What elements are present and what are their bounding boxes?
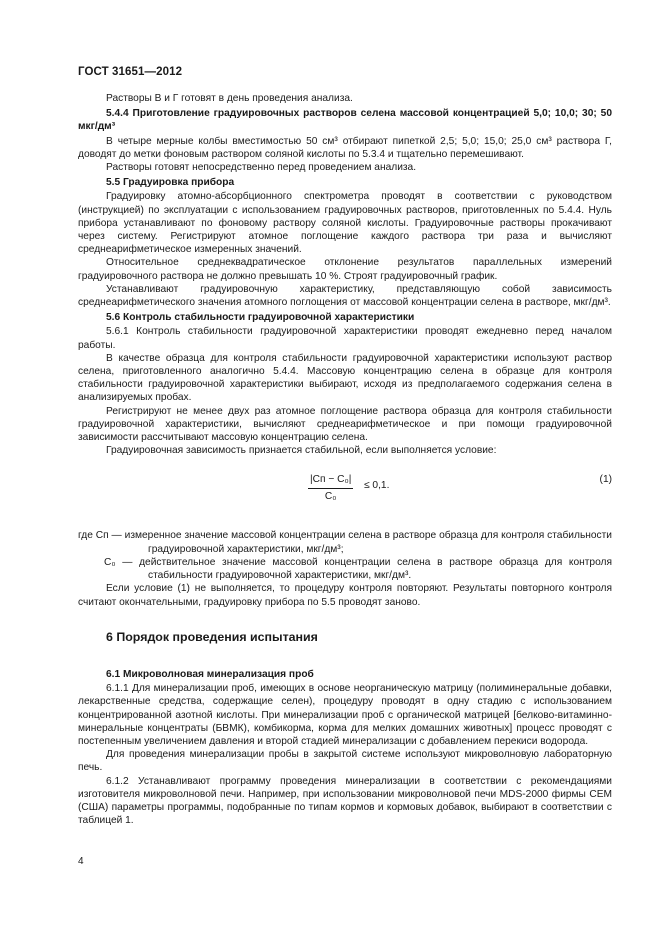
section-heading-5-4-4: 5.4.4 Приготовление градуировочных растворов селена массовой концентрацией 5,0; 10,0; 30; 50 мкг/дм³: [78, 108, 612, 133]
formula-1: [78, 473, 612, 515]
paragraph: Растворы готовят непосредственно перед проведением анализа.: [106, 162, 417, 174]
paragraph: Относительное среднеквадратическое отклонение результатов параллельных измерений градуировочного раствора не должно превышать 10 %. Строят градуировочный график.: [78, 257, 612, 282]
section-heading-5-5: 5.5 Градуировка прибора: [106, 177, 235, 189]
section-heading-6-1: 6.1 Микроволновая минерализация проб: [106, 668, 314, 680]
formula-fraction: [308, 473, 353, 502]
formula-legend-cp: где Cп — измеренное значение массовой концентрации селена в растворе образца для контроля стабильности градуировочной характеристики, мкг/дм³;: [78, 530, 612, 555]
section-heading-5-6: 5.6 Контроль стабильности градуировочной характеристики: [106, 312, 415, 324]
paragraph: Регистрируют не менее двух раз атомное поглощение раствора образца для контроля стабильности градуировочной характеристики, вычисляют среднеарифметическое и при помощи градуировочной зависимости рассчитывают массовую концентрацию селена.: [78, 405, 612, 444]
page-number: 4: [78, 856, 84, 867]
document-body: [78, 92, 612, 827]
formula-denominator: C₀: [324, 490, 337, 502]
chapter-heading-6: 6 Порядок проведения испытания: [106, 629, 318, 644]
paragraph: Устанавливают градуировочную характеристику, представляющую собой зависимость среднеарифметического значения атомного поглощения от массовой концентрации селена в растворе, мкг/дм³.: [78, 283, 612, 309]
paragraph: В качестве образца для контроля стабильности градуировочной характеристики используют раствор селена, приготовленного аналогично 5.4.4. Массовую концентрацию селена в образце для контроля стабильности градуировочной характеристики выбирают, исходя из предполагаемого содержания селена в анализируемых пробах.: [78, 352, 612, 404]
standard-header: ГОСТ 31651—2012: [78, 66, 183, 78]
paragraph: Если условие (1) не выполняется, то процедуру контроля повторяют. Результаты повторного контроля считают окончательными, градуировку прибора по 5.5 проводят заново.: [78, 583, 612, 608]
formula-legend-c0: C₀ — действительное значение массовой концентрации селена в растворе образца для контроля стабильности градуировочной характеристики, мкг/дм³.: [104, 556, 612, 582]
formula-numerator: |Cп − C₀|: [308, 473, 353, 488]
formula-number: (1): [599, 474, 612, 486]
paragraph: Растворы В и Г готовят в день проведения анализа.: [106, 93, 353, 104]
formula-relation: ≤ 0,1.: [364, 480, 390, 492]
paragraph: Для проведения минерализации пробы в закрытой системе используют микроволновую лабораторную печь.: [78, 749, 612, 774]
paragraph: В четыре мерные колбы вместимостью 50 см³ отбирают пипеткой 2,5; 5,0; 15,0; 25,0 см³ раствора Г, доводят до метки фоновым раствором соляной кислоты по 5.3.4 и тщательно перемешивают.: [78, 135, 612, 160]
paragraph: 5.6.1 Контроль стабильности градуировочной характеристики проводят ежедневно перед началом работы.: [78, 326, 612, 351]
paragraph: Градуировку атомно-абсорбционного спектрометра проводят в соответствии с руководством (инструкцией) по эксплуатации с использованием градуировочных растворов, приготовленных по 5.4.4. Нуль прибора устанавливают по фоновому раствору соляной кислоты. Градуировочные растворы прокачивают через систему. Регистрируют атомное поглощение каждого раствора три раза и вычисляют среднеарифметическое измеренных значений.: [78, 191, 612, 256]
paragraph: Градуировочная зависимость признается стабильной, если выполняется условие:: [106, 445, 497, 457]
paragraph: 6.1.2 Устанавливают программу проведения минерализации в соответствии с рекомендациями изготовителя микроволновой печи. Например, при использовании микроволновой печи MDS-2000 фирмы СЕМ (США) параметры программы, подобранные по типам кормов и кормовых добавок, выбирают в соответствии с таблицей 1.: [78, 775, 612, 827]
paragraph: 6.1.1 Для минерализации проб, имеющих в основе неорганическую матрицу (полиминеральные добавки, лекарственные средства, содержащие селен), процедуру проводят в одну стадию с использованием концентрированной азотной кислоты. При минерализации проб с органической матрицей [белково-витаминно-минеральные концентраты (БВМК), комбикорма, корма для мелких домашних животных] процесс проводят с постепенным увеличением давления и второй стадией минерализации с добавлением перекиси водорода.: [78, 683, 612, 747]
